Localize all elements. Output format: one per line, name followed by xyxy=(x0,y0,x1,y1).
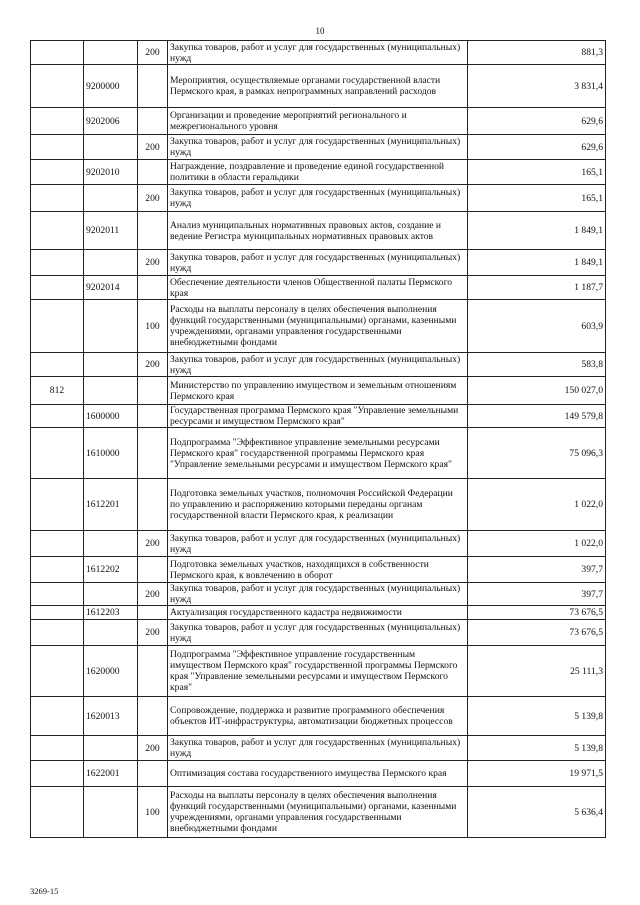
table-row xyxy=(31,531,606,557)
ved-cell xyxy=(31,761,84,787)
ved-cell xyxy=(31,620,84,646)
sum-cell: 397,7 xyxy=(468,557,606,583)
name-cell: Организации и проведение мероприятий регионального и межрегионального уровня xyxy=(168,108,468,135)
csr-cell: 9202010 xyxy=(84,160,138,185)
ved-cell xyxy=(31,41,84,65)
name-cell: Закупка товаров, работ и услуг для государственных (муниципальных) нужд xyxy=(168,353,468,377)
table-row xyxy=(31,41,606,65)
vr-cell xyxy=(138,761,168,787)
name-cell: Подпрограмма "Эффективное управление государственным имуществом Пермского края" государственной программы Пермского края "Управление земельными ресурсами и имуществом Пермского края" xyxy=(168,646,468,697)
vr-cell xyxy=(138,65,168,108)
name-cell: Расходы на выплаты персоналу в целях обеспечения выполнения функций государственными (муниципальными) органами, казенными учреждениями, органами управления государственными внебюджетными фондами xyxy=(168,787,468,838)
sum-cell: 75 096,3 xyxy=(468,428,606,479)
name-cell: Мероприятия, осуществляемые органами государственной власти Пермского края, в рамках непрограммных направлений расходов xyxy=(168,65,468,108)
table-row xyxy=(31,736,606,761)
csr-cell xyxy=(84,583,138,606)
ved-cell xyxy=(31,185,84,212)
table-row xyxy=(31,620,606,646)
csr-cell xyxy=(84,353,138,377)
vr-cell: 200 xyxy=(138,620,168,646)
sum-cell: 1 849,1 xyxy=(468,250,606,276)
sum-cell: 881,3 xyxy=(468,41,606,65)
csr-cell xyxy=(84,185,138,212)
sum-cell: 583,8 xyxy=(468,353,606,377)
csr-cell xyxy=(84,300,138,353)
table-row xyxy=(31,185,606,212)
vr-cell xyxy=(138,428,168,479)
csr-cell: 1612202 xyxy=(84,557,138,583)
page-number: 10 xyxy=(315,26,325,36)
table-row xyxy=(31,160,606,185)
sum-cell: 1 187,7 xyxy=(468,276,606,300)
vr-cell xyxy=(138,276,168,300)
name-cell: Подготовка земельных участков, полномочия Российской Федерации по управлению и распоряжению которыми переданы органам государственной власти Пермского края, к реализации xyxy=(168,479,468,531)
sum-cell: 165,1 xyxy=(468,185,606,212)
csr-cell: 9202011 xyxy=(84,212,138,250)
ved-cell xyxy=(31,276,84,300)
name-cell: Расходы на выплаты персоналу в целях обеспечения выполнения функций государственными (муниципальными) органами, казенными учреждениями, органами управления государственными внебюджетными фондами xyxy=(168,300,468,353)
ved-cell: 812 xyxy=(31,377,84,405)
budget-table xyxy=(30,40,606,838)
sum-cell: 73 676,5 xyxy=(468,606,606,620)
table-row xyxy=(31,428,606,479)
sum-cell: 1 849,1 xyxy=(468,212,606,250)
sum-cell: 25 111,3 xyxy=(468,646,606,697)
ved-cell xyxy=(31,250,84,276)
table-row xyxy=(31,606,606,620)
ved-cell xyxy=(31,353,84,377)
table-row xyxy=(31,583,606,606)
document-code: 3269-15 xyxy=(30,886,59,896)
table-row xyxy=(31,761,606,787)
csr-cell xyxy=(84,531,138,557)
vr-cell xyxy=(138,212,168,250)
vr-cell: 200 xyxy=(138,583,168,606)
table-row xyxy=(31,135,606,160)
name-cell: Оптимизация состава государственного имущества Пермского края xyxy=(168,761,468,787)
table-row xyxy=(31,646,606,697)
csr-cell: 1622001 xyxy=(84,761,138,787)
vr-cell xyxy=(138,646,168,697)
vr-cell xyxy=(138,160,168,185)
vr-cell xyxy=(138,697,168,736)
name-cell: Закупка товаров, работ и услуг для государственных (муниципальных) нужд xyxy=(168,736,468,761)
ved-cell xyxy=(31,606,84,620)
name-cell: Подпрограмма "Эффективное управление земельными ресурсами Пермского края" государственной программы Пермского края "Управление земельными ресурсами и имуществом Пермского края" xyxy=(168,428,468,479)
table-row xyxy=(31,479,606,531)
table-row xyxy=(31,787,606,838)
csr-cell xyxy=(84,250,138,276)
ved-cell xyxy=(31,531,84,557)
ved-cell xyxy=(31,160,84,185)
vr-cell: 200 xyxy=(138,531,168,557)
ved-cell xyxy=(31,787,84,838)
sum-cell: 1 022,0 xyxy=(468,479,606,531)
sum-cell: 629,6 xyxy=(468,135,606,160)
csr-cell xyxy=(84,135,138,160)
ved-cell xyxy=(31,65,84,108)
csr-cell: 1612201 xyxy=(84,479,138,531)
csr-cell: 1620013 xyxy=(84,697,138,736)
ved-cell xyxy=(31,557,84,583)
ved-cell xyxy=(31,135,84,160)
table-row xyxy=(31,377,606,405)
name-cell: Министерство по управлению имуществом и земельным отношениям Пермского края xyxy=(168,377,468,405)
vr-cell xyxy=(138,479,168,531)
csr-cell xyxy=(84,620,138,646)
name-cell: Закупка товаров, работ и услуг для государственных (муниципальных) нужд xyxy=(168,41,468,65)
csr-cell xyxy=(84,377,138,405)
sum-cell: 5 636,4 xyxy=(468,787,606,838)
name-cell: Сопровождение, поддержка и развитие программного обеспечения объектов ИТ-инфраструктуры, автоматизации бюджетных процессов xyxy=(168,697,468,736)
csr-cell: 1600000 xyxy=(84,405,138,428)
table-row xyxy=(31,697,606,736)
table-row xyxy=(31,65,606,108)
name-cell: Закупка товаров, работ и услуг для государственных (муниципальных) нужд xyxy=(168,620,468,646)
sum-cell: 165,1 xyxy=(468,160,606,185)
name-cell: Подготовка земельных участков, находящихся в собственности Пермского края, к вовлечению в оборот xyxy=(168,557,468,583)
sum-cell: 3 831,4 xyxy=(468,65,606,108)
table-row xyxy=(31,557,606,583)
vr-cell: 200 xyxy=(138,736,168,761)
ved-cell xyxy=(31,646,84,697)
sum-cell: 397,7 xyxy=(468,583,606,606)
ved-cell xyxy=(31,697,84,736)
ved-cell xyxy=(31,108,84,135)
vr-cell xyxy=(138,557,168,583)
sum-cell: 1 022,0 xyxy=(468,531,606,557)
vr-cell xyxy=(138,606,168,620)
name-cell: Закупка товаров, работ и услуг для государственных (муниципальных) нужд xyxy=(168,185,468,212)
sum-cell: 149 579,8 xyxy=(468,405,606,428)
ved-cell xyxy=(31,300,84,353)
csr-cell: 9202006 xyxy=(84,108,138,135)
vr-cell: 200 xyxy=(138,41,168,65)
sum-cell: 5 139,8 xyxy=(468,697,606,736)
ved-cell xyxy=(31,405,84,428)
table-row xyxy=(31,353,606,377)
sum-cell: 150 027,0 xyxy=(468,377,606,405)
csr-cell: 1620000 xyxy=(84,646,138,697)
csr-cell: 1610000 xyxy=(84,428,138,479)
sum-cell: 5 139,8 xyxy=(468,736,606,761)
csr-cell: 1612203 xyxy=(84,606,138,620)
table-row xyxy=(31,108,606,135)
name-cell: Закупка товаров, работ и услуг для государственных (муниципальных) нужд xyxy=(168,531,468,557)
name-cell: Обеспечение деятельности членов Общественной палаты Пермского края xyxy=(168,276,468,300)
name-cell: Анализ муниципальных нормативных правовых актов, создание и ведение Регистра муниципальных нормативных правовых актов xyxy=(168,212,468,250)
ved-cell xyxy=(31,212,84,250)
vr-cell: 200 xyxy=(138,250,168,276)
vr-cell: 200 xyxy=(138,353,168,377)
name-cell: Закупка товаров, работ и услуг для государственных (муниципальных) нужд xyxy=(168,135,468,160)
csr-cell xyxy=(84,736,138,761)
table-row xyxy=(31,276,606,300)
csr-cell xyxy=(84,787,138,838)
csr-cell: 9200000 xyxy=(84,65,138,108)
sum-cell: 73 676,5 xyxy=(468,620,606,646)
name-cell: Актуализация государственного кадастра недвижимости xyxy=(168,606,468,620)
vr-cell xyxy=(138,377,168,405)
vr-cell xyxy=(138,405,168,428)
name-cell: Закупка товаров, работ и услуг для государственных (муниципальных) нужд xyxy=(168,583,468,606)
csr-cell xyxy=(84,41,138,65)
vr-cell: 100 xyxy=(138,300,168,353)
csr-cell: 9202014 xyxy=(84,276,138,300)
vr-cell: 100 xyxy=(138,787,168,838)
ved-cell xyxy=(31,583,84,606)
table-row xyxy=(31,250,606,276)
vr-cell: 200 xyxy=(138,185,168,212)
ved-cell xyxy=(31,428,84,479)
name-cell: Закупка товаров, работ и услуг для государственных (муниципальных) нужд xyxy=(168,250,468,276)
sum-cell: 19 971,5 xyxy=(468,761,606,787)
table-row xyxy=(31,300,606,353)
ved-cell xyxy=(31,736,84,761)
vr-cell: 200 xyxy=(138,135,168,160)
ved-cell xyxy=(31,479,84,531)
sum-cell: 629,6 xyxy=(468,108,606,135)
name-cell: Государственная программа Пермского края "Управление земельными ресурсами и имуществом Пермского края" xyxy=(168,405,468,428)
table-row xyxy=(31,405,606,428)
sum-cell: 603,9 xyxy=(468,300,606,353)
vr-cell xyxy=(138,108,168,135)
name-cell: Награждение, поздравление и проведение единой государственной политики в области геральдики xyxy=(168,160,468,185)
table-row xyxy=(31,212,606,250)
